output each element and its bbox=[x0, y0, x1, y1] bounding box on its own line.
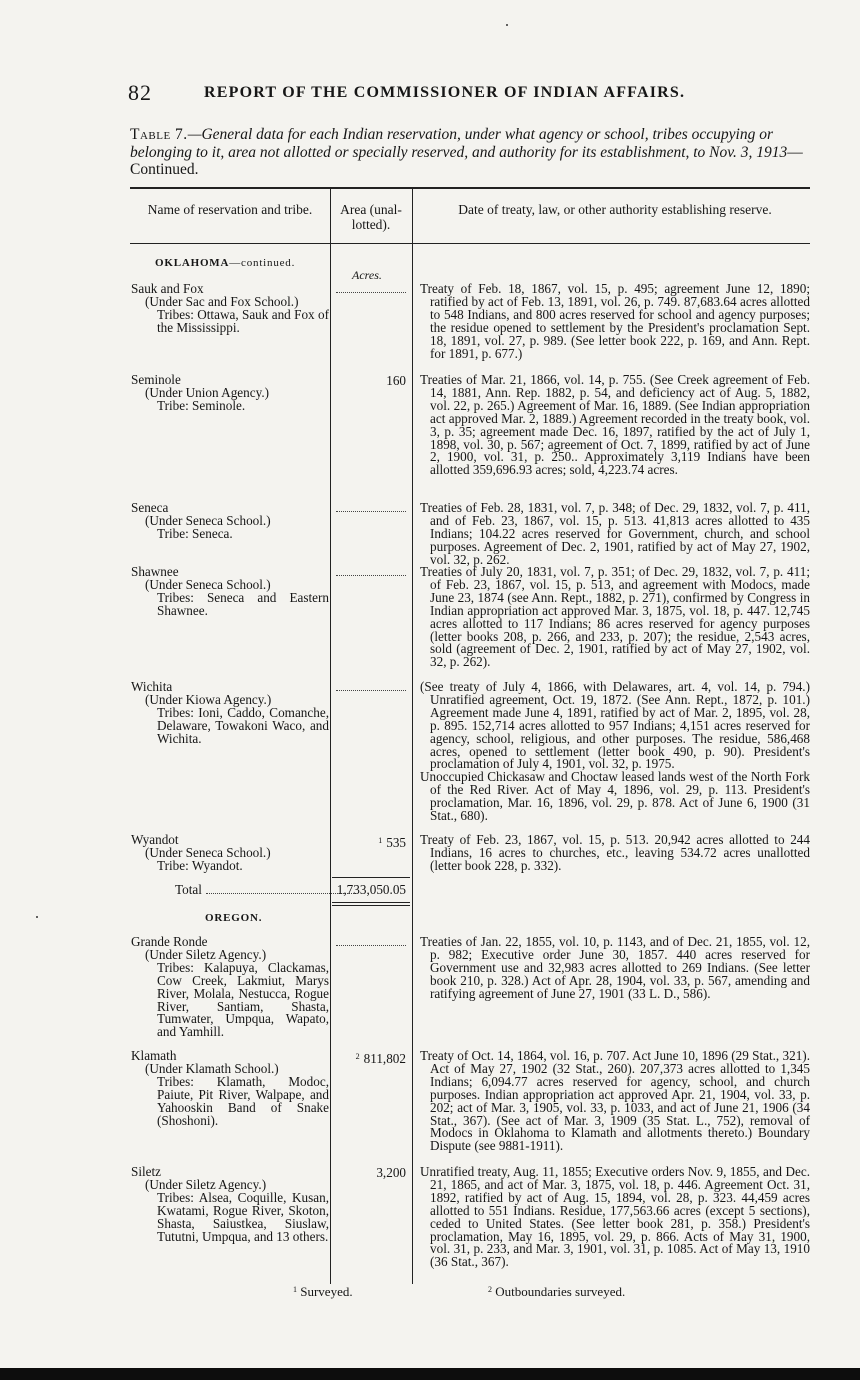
row-authority-shawnee bbox=[420, 566, 810, 669]
row-authority-wichita bbox=[420, 681, 810, 823]
reservation-name: Wyandot bbox=[131, 834, 179, 847]
column-divider-1 bbox=[330, 188, 331, 1284]
reservation-name: Klamath bbox=[131, 1050, 177, 1063]
page-header bbox=[128, 80, 730, 108]
row-area-seminole: 160 bbox=[386, 373, 406, 388]
reservation-name: Sauk and Fox bbox=[131, 283, 204, 296]
page-number: 82 bbox=[128, 80, 152, 105]
tribes: Tribes: Ottawa, Sauk and Fox of the Mississippi. bbox=[157, 306, 329, 335]
authority-text: Treaty of Feb. 18, 1867, vol. 15, p. 495; agreement June 12, 1890; ratified by act of Feb. 13, 1891, vol. 26, p. 749. 87,683.64 acres allotted to 548 Indians, and 800 acres reserved for school and agency purposes; the residue opened to settlement by the President's proclamation Sept. 18, 1891, vol. 27, p. 989. (See letter book 222, p. 169, and Ann. Rept. for 1891, p. 677.) bbox=[420, 281, 810, 361]
authority-text: Treaties of Feb. 28, 1831, vol. 7, p. 348; of Dec. 29, 1832, vol. 7, p. 411, and of Feb. 23, 1867, vol. 15, p. 513. 41,813 acres allotted to 435 Indians; 104.22 acres reserved for Government, church, and school purposes. Agreement of Dec. 2, 1901, ratified by act of May 27, 1902, vol. 32, p. 262. bbox=[420, 500, 810, 567]
area-leader-dots bbox=[336, 292, 406, 293]
agency: (Under Kiowa Agency.) bbox=[145, 691, 272, 707]
authority-text: Treaties of Mar. 21, 1866, vol. 14, p. 755. (See Creek agreement of Feb. 14, 1881, Ann. Rep. 1882, p. 54, and deficiency act of Aug. 5, 1882, vol. 22, p. 265.) Agreement of Mar. 16, 1889. (See Indian appropriation act approved Mar. 2, 1889.) Agreement recorded in the treaty book, vol. 3, p. 35; agreement made Dec. 16, 1897, ratified by the act of July 1, 1898, vol. 30, p. 567; agreement of Oct. 7, 1899, ratified by act of June 2, 1900, vol. 31, p. 250.. Approximately 3,119 Indians have been allotted 359,696.93 acres; sold, 4,223.74 acres. bbox=[420, 372, 810, 478]
row-authority-grande-ronde bbox=[420, 936, 810, 1001]
reservation-name: Shawnee bbox=[131, 566, 179, 579]
reservation-name: Wichita bbox=[131, 681, 173, 694]
authority-text: Unratified treaty, Aug. 11, 1855; Executive orders Nov. 9, 1855, and Dec. 21, 1865, and act of Mar. 3, 1875, vol. 18, p. 446. Agreement Oct. 31, 1892, ratified by act of Aug. 15, 1894, vol. 28, p. 323. 44,459 acres allotted to 551 Indians. Residue, 177,563.66 acres (except 5 sections), ceded to United States. (See letter book 281, p. 358.) President's proclamation, May 16, 1895, vol. 29, p. 866. Acts of May 31, 1900, vol. 31, p. 233, and Mar. 3, 1901, vol. 31, p. 1085. Act of May 13, 1910 (36 Stat., 367). bbox=[420, 1164, 810, 1270]
area-leader-dots bbox=[336, 575, 406, 576]
tribes: Tribe: Seneca. bbox=[157, 525, 233, 541]
authority-text: Treaties of July 20, 1831, vol. 7, p. 351; of Dec. 29, 1832, vol. 7, p. 411; of Feb. 23, 1867, vol. 15, p. 513, and agreement with Modocs, made June 23, 1874 (see Ann. Rept., 1882, p. 271), confirmed by Congress in Indian appropriation act approved Mar. 3, 1875, vol. 18, p. 447. 12,745 acres allotted to 117 Indians; 86 acres reserved for agency purposes (letter books 208, p. 266, and 233, p. 207); the residue, 2,543 acres, sold (agreement of Dec. 2, 1901, ratified by act of May 27, 1902, vol. 32, p. 262). bbox=[420, 564, 810, 670]
footnote-mark: 1 bbox=[378, 836, 383, 845]
scan-speck bbox=[36, 916, 38, 918]
row-area-klamath: $^2$ 811,802 bbox=[355, 1051, 406, 1066]
running-title: REPORT OF THE COMMISSIONER OF INDIAN AFFAIRS. bbox=[204, 84, 686, 101]
column-header-area: Area (unal-lotted). bbox=[340, 202, 402, 232]
row-authority-seneca bbox=[420, 502, 810, 567]
table-title: —General data for each Indian reservation, under what agency or school, tribes occupying or belonging to it, area not allotted or specially reserved, and authority for its establishment, to Nov. 3, 1913 bbox=[130, 126, 788, 161]
row-authority-wyandot bbox=[420, 834, 810, 873]
scan-speck bbox=[506, 24, 508, 26]
row-name-wyandot bbox=[131, 834, 329, 873]
total-rule-top bbox=[332, 877, 410, 878]
authority-text: Treaty of Oct. 14, 1864, vol. 16, p. 707. Act June 10, 1896 (29 Stat., 321). Act of May 27, 1902 (32 Stat., 260). 207,373 acres allotted to 1,345 Indians; 6,094.77 acres reserved for agency, school, and church purposes. Indian appropriation act approved Apr. 21, 1904, vol. 33, p. 202; act of Mar. 3, 1905, vol. 33, p. 1033, and act of June 21, 1906 (34 Stat., 367). (See act of Mar. 3, 1909 (35 Stat. L., 752), removal of Modocs in Oklahoma to Klamath and allotments thereto.) Boundary Dispute (see 9881-1911). bbox=[420, 1048, 810, 1154]
area-leader-dots bbox=[336, 690, 406, 691]
authority-text: Treaties of Jan. 22, 1855, vol. 10, p. 1143, and of Dec. 21, 1855, vol. 12, p. 982; Executive order June 30, 1857. 440 acres reserved for Government use and 32,983 acres allotted to 269 Indians. (See letter book 210, p. 328.) Act of Apr. 28, 1904, vol. 33, p. 567, amending and ratifying agreement of June 27, 1901 (33 L. D., 586). bbox=[420, 934, 810, 1001]
agency: (Under Sac and Fox School.) bbox=[145, 293, 299, 309]
footnote-1: $^1$ Surveyed. bbox=[293, 1284, 353, 1299]
column-header-name: Name of reservation and tribe. bbox=[147, 202, 313, 217]
row-name-siletz bbox=[131, 1166, 329, 1243]
row-area-wyandot: $^1$ 535 bbox=[378, 835, 406, 850]
tribes: Tribe: Wyandot. bbox=[157, 857, 243, 873]
footnote-2: $^2$ Outboundaries surveyed. bbox=[488, 1284, 626, 1299]
total-rule-bottom-2 bbox=[332, 905, 410, 906]
acres-unit-label: Acres. bbox=[352, 268, 382, 282]
row-authority-klamath bbox=[420, 1050, 810, 1153]
row-name-sauk-and-fox bbox=[131, 283, 329, 335]
table-continued: —Continued. bbox=[130, 143, 803, 178]
tribes: Tribes: Kalapuya, Clackamas, Cow Creek, Lakmiut, Marys River, Molala, Nestucca, Rogue River, Santiam, Shasta, Tumwater, Umpqua, Wapato, and Yamhill. bbox=[157, 959, 329, 1040]
reservation-name: Seneca bbox=[131, 502, 169, 515]
reservation-name: Seminole bbox=[131, 374, 181, 387]
section-heading-oklahoma: OKLAHOMA—continued. bbox=[155, 257, 296, 269]
table-caption bbox=[130, 126, 810, 179]
tribes: Tribes: Alsea, Coquille, Kusan, Kwatami, Rogue River, Skoton, Shasta, Saiustkea, Siuslaw, Tututni, Umpqua, and 13 others. bbox=[157, 1189, 329, 1244]
area-leader-dots bbox=[336, 945, 406, 946]
reservation-name: Siletz bbox=[131, 1166, 162, 1179]
agency: (Under Seneca School.) bbox=[145, 576, 271, 592]
header-bottom-rule bbox=[130, 243, 810, 244]
area-leader-dots bbox=[336, 511, 406, 512]
section-heading-oregon: OREGON. bbox=[205, 912, 263, 924]
total-rule-bottom-1 bbox=[332, 902, 410, 903]
agency: (Under Siletz Agency.) bbox=[145, 946, 267, 962]
agency: (Under Siletz Agency.) bbox=[145, 1176, 267, 1192]
row-name-seminole bbox=[131, 374, 329, 413]
authority-text: Unoccupied Chickasaw and Choctaw leased lands west of the North Fork of the Red River. Act of May 4, 1896, vol. 29, p. 113. President's proclamation, Mar. 16, 1896, vol. 29, p. 878. Act of June 6, 1900 (31 Stat., 680). bbox=[420, 769, 810, 824]
row-name-klamath bbox=[131, 1050, 329, 1127]
row-name-seneca bbox=[131, 502, 329, 541]
agency: (Under Klamath School.) bbox=[145, 1060, 279, 1076]
reservation-name: Grande Ronde bbox=[131, 936, 208, 949]
tribes: Tribe: Seminole. bbox=[157, 397, 246, 413]
row-name-shawnee bbox=[131, 566, 329, 618]
row-area-siletz: 3,200 bbox=[376, 1165, 406, 1180]
agency: (Under Union Agency.) bbox=[145, 384, 270, 400]
footnote-mark: 2 bbox=[355, 1052, 360, 1061]
agency: (Under Seneca School.) bbox=[145, 512, 271, 528]
table-top-rule bbox=[130, 187, 810, 189]
authority-text: (See treaty of July 4, 1866, with Delawares, art. 4, vol. 14, p. 794.) Unratified agreement, Oct. 19, 1872. (See Ann. Rept., 1872, p. 101.) Agreement made June 4, 1891, ratified by act of Mar. 2, 1895, vol. 28, p. 895. 152,714 acres allotted to 957 Indians; 4,151 acres reserved for agency, school, religious, and other purposes. The residue, 586,468 acres, opened to settlement (letter book 490, p. 90). President's proclamation of July 4, 1901, vol. 32, p. 1975. bbox=[420, 679, 810, 772]
tribes: Tribes: Klamath, Modoc, Paiute, Pit River, Walpape, and Yahooskin Band of Snake (Shoshoni). bbox=[157, 1073, 329, 1128]
tribes: Tribes: Seneca and Eastern Shawnee. bbox=[157, 589, 329, 618]
column-header-authority: Date of treaty, law, or other authority establishing reserve. bbox=[458, 202, 772, 217]
scan-bottom-edge bbox=[0, 1368, 860, 1380]
row-name-wichita bbox=[131, 681, 329, 746]
table-label: Table 7. bbox=[130, 126, 188, 143]
column-divider-2 bbox=[412, 188, 413, 1284]
total-label: Total bbox=[175, 882, 356, 898]
row-authority-siletz bbox=[420, 1166, 810, 1269]
total-value: 1,733,050.05 bbox=[336, 882, 406, 897]
row-authority-seminole bbox=[420, 374, 810, 477]
authority-text: Treaty of Feb. 23, 1867, vol. 15, p. 513. 20,942 acres allotted to 244 Indians, 16 acres to churches, etc., leaving 534.72 acres unallotted (letter book 228, p. 332). bbox=[420, 832, 810, 873]
row-authority-sauk-and-fox bbox=[420, 283, 810, 360]
tribes: Tribes: Ioni, Caddo, Comanche, Delaware, Towakoni Waco, and Wichita. bbox=[157, 704, 329, 746]
row-name-grande-ronde bbox=[131, 936, 329, 1039]
agency: (Under Seneca School.) bbox=[145, 844, 271, 860]
